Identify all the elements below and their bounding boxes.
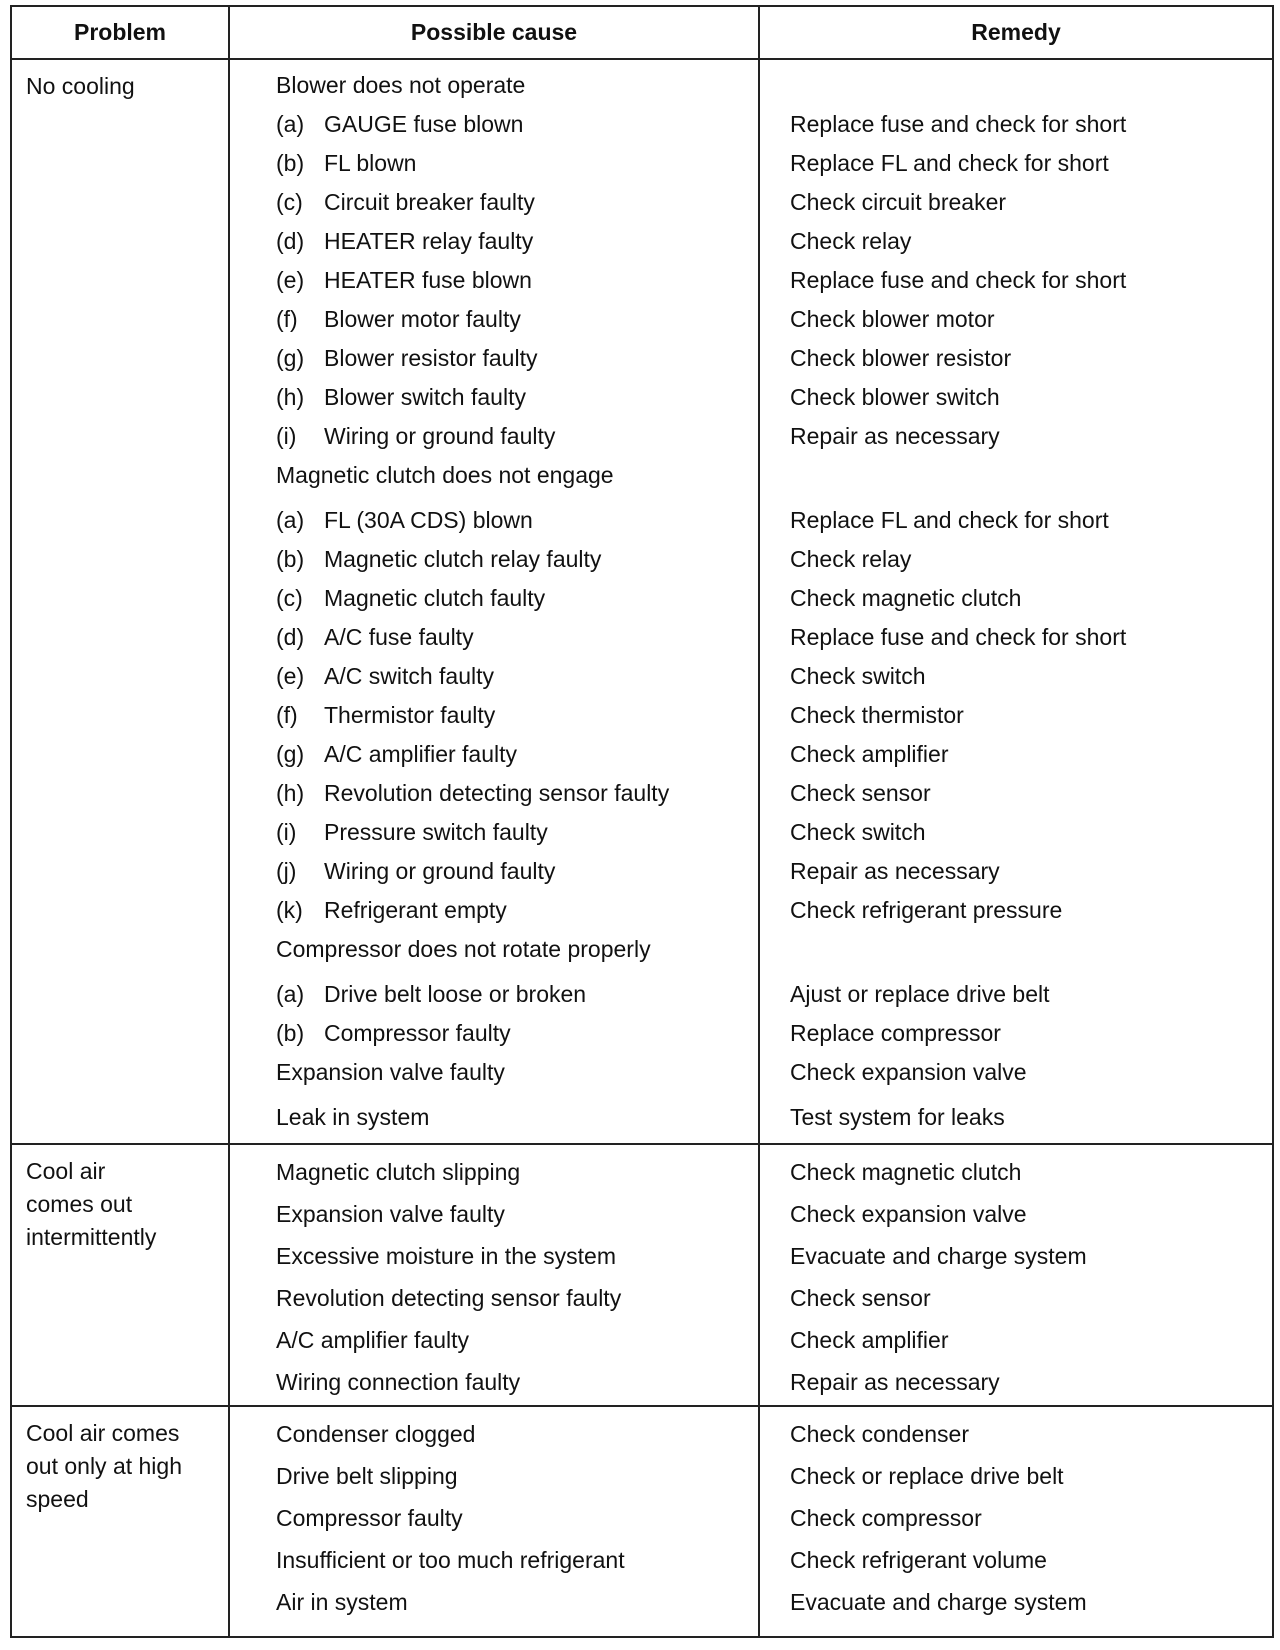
remedy-line	[760, 456, 1272, 501]
cause-text: Drive belt slipping	[276, 1463, 458, 1489]
remedy-line	[760, 66, 1272, 105]
cause-text: A/C fuse faulty	[324, 624, 474, 650]
problem-cell	[11, 1144, 229, 1406]
remedy-line	[760, 1415, 1272, 1457]
cause-line	[230, 1279, 758, 1321]
remedy-text: Check magnetic clutch	[790, 585, 1022, 611]
remedy-text: Replace FL and check for short	[790, 150, 1109, 176]
cause-index: (g)	[276, 345, 305, 371]
remedy-line	[760, 144, 1272, 183]
remedy-text: Check circuit breaker	[790, 189, 1007, 215]
cause-text: Condenser clogged	[276, 1421, 476, 1447]
remedy-line	[760, 378, 1272, 417]
cause-line	[230, 1014, 758, 1053]
cause-text: Circuit breaker faulty	[324, 189, 535, 215]
cause-text: GAUGE fuse blown	[324, 111, 524, 137]
problem-group	[11, 1406, 1273, 1637]
cause-line	[230, 618, 758, 657]
cause-line	[230, 852, 758, 891]
cause-text: Wiring or ground faulty	[324, 423, 556, 449]
cause-line	[230, 105, 758, 144]
remedy-text: Check sensor	[790, 780, 931, 806]
remedy-line	[760, 183, 1272, 222]
problem-cell	[11, 1406, 229, 1637]
cause-text: Pressure switch faulty	[324, 819, 548, 845]
cause-text: Compressor does not rotate properly	[276, 936, 651, 962]
cause-text: Expansion valve faulty	[276, 1201, 505, 1227]
cause-index: (k)	[276, 897, 303, 923]
cause-text: Blower switch faulty	[324, 384, 526, 410]
cause-text: Revolution detecting sensor faulty	[324, 780, 670, 806]
remedy-line	[760, 1053, 1272, 1098]
cause-line	[230, 1237, 758, 1279]
remedy-list	[759, 1144, 1273, 1406]
cause-index: (f)	[276, 306, 298, 332]
cause-line	[230, 1457, 758, 1499]
cause-line	[230, 261, 758, 300]
cause-line	[230, 1499, 758, 1541]
remedy-line	[760, 1457, 1272, 1499]
remedy-text: Repair as necessary	[790, 1369, 1000, 1395]
cause-index: (c)	[276, 585, 303, 611]
remedy-line	[760, 696, 1272, 735]
problem-text: Cool air comes out intermittently	[26, 1158, 157, 1250]
remedy-line	[760, 501, 1272, 540]
cause-text: Magnetic clutch faulty	[324, 585, 546, 611]
cause-text: Magnetic clutch does not engage	[276, 462, 614, 488]
remedy-line	[760, 1583, 1272, 1625]
cause-text: Magnetic clutch slipping	[276, 1159, 521, 1185]
cause-index: (b)	[276, 1020, 305, 1046]
remedy-text: Check amplifier	[790, 741, 949, 767]
problem-cell	[11, 59, 229, 1144]
cause-text: Magnetic clutch relay faulty	[324, 546, 602, 572]
cause-text: Blower does not operate	[276, 72, 526, 98]
cause-line	[230, 579, 758, 618]
remedy-line	[760, 1195, 1272, 1237]
cause-text: HEATER relay faulty	[324, 228, 534, 254]
remedy-text: Evacuate and charge system	[790, 1589, 1087, 1615]
cause-text: Leak in system	[276, 1104, 430, 1130]
remedy-text: Check relay	[790, 228, 912, 254]
cause-line	[230, 339, 758, 378]
header-remedy: Remedy	[759, 6, 1273, 59]
header-row	[11, 6, 1273, 59]
cause-index: (c)	[276, 189, 303, 215]
troubleshooting-document	[10, 5, 1272, 1645]
cause-line	[230, 417, 758, 456]
remedy-text: Check blower resistor	[790, 345, 1012, 371]
cause-line	[230, 1541, 758, 1583]
header-possible-cause: Possible cause	[229, 6, 759, 59]
cause-text: Refrigerant empty	[324, 897, 507, 923]
cause-text: FL (30A CDS) blown	[324, 507, 533, 533]
remedy-text: Check refrigerant pressure	[790, 897, 1063, 923]
remedy-line	[760, 105, 1272, 144]
remedy-text: Replace FL and check for short	[790, 507, 1109, 533]
cause-text: Blower resistor faulty	[324, 345, 538, 371]
cause-text: Compressor faulty	[324, 1020, 511, 1046]
cause-text: Thermistor faulty	[324, 702, 496, 728]
remedy-text: Test system for leaks	[790, 1104, 1005, 1130]
remedy-text: Replace fuse and check for short	[790, 624, 1127, 650]
remedy-text: Check switch	[790, 663, 926, 689]
remedy-list	[759, 1406, 1273, 1637]
cause-line	[230, 222, 758, 261]
cause-line	[230, 456, 758, 501]
remedy-line	[760, 300, 1272, 339]
cause-index: (a)	[276, 111, 305, 137]
remedy-line	[760, 1098, 1272, 1143]
remedy-line	[760, 1321, 1272, 1363]
cause-line	[230, 378, 758, 417]
cause-text: HEATER fuse blown	[324, 267, 532, 293]
cause-index: (e)	[276, 267, 305, 293]
cause-index: (g)	[276, 741, 305, 767]
remedy-text: Repair as necessary	[790, 423, 1000, 449]
cause-text: Drive belt loose or broken	[324, 981, 587, 1007]
problem-text: No cooling	[26, 73, 135, 99]
remedy-line	[760, 891, 1272, 930]
cause-text: Compressor faulty	[276, 1505, 463, 1531]
cause-index: (d)	[276, 624, 305, 650]
remedy-line	[760, 1499, 1272, 1541]
remedy-line	[760, 1014, 1272, 1053]
remedy-line	[760, 1363, 1272, 1405]
problem-group	[11, 59, 1273, 1144]
cause-line	[230, 930, 758, 975]
remedy-line	[760, 261, 1272, 300]
cause-text: Insufficient or too much refrigerant	[276, 1547, 625, 1573]
remedy-text: Check sensor	[790, 1285, 931, 1311]
cause-line	[230, 300, 758, 339]
remedy-text: Check refrigerant volume	[790, 1547, 1047, 1573]
remedy-text: Replace compressor	[790, 1020, 1001, 1046]
cause-index: (b)	[276, 546, 305, 572]
cause-index: (a)	[276, 981, 305, 1007]
header-problem: Problem	[11, 6, 229, 59]
cause-text: Air in system	[276, 1589, 408, 1615]
cause-line	[230, 657, 758, 696]
cause-line	[230, 1153, 758, 1195]
cause-index: (i)	[276, 423, 297, 449]
cause-line	[230, 1195, 758, 1237]
cause-text: Wiring connection faulty	[276, 1369, 521, 1395]
cause-line	[230, 1583, 758, 1625]
cause-line	[230, 975, 758, 1014]
cause-line	[230, 183, 758, 222]
cause-index: (b)	[276, 150, 305, 176]
problem-text: Cool air comes out only at high speed	[26, 1420, 183, 1512]
remedy-text: Check switch	[790, 819, 926, 845]
cause-index: (h)	[276, 384, 305, 410]
remedy-line	[760, 852, 1272, 891]
cause-index: (e)	[276, 663, 305, 689]
remedy-line	[760, 930, 1272, 975]
table-body	[11, 59, 1273, 1637]
cause-line	[230, 735, 758, 774]
cause-index: (a)	[276, 507, 305, 533]
cause-index: (f)	[276, 702, 298, 728]
remedy-text: Check amplifier	[790, 1327, 949, 1353]
cause-line	[230, 1098, 758, 1143]
remedy-text: Check blower switch	[790, 384, 1000, 410]
remedy-line	[760, 222, 1272, 261]
cause-line	[230, 501, 758, 540]
remedy-line	[760, 1279, 1272, 1321]
remedy-line	[760, 618, 1272, 657]
cause-line	[230, 540, 758, 579]
remedy-line	[760, 417, 1272, 456]
remedy-line	[760, 1237, 1272, 1279]
remedy-line	[760, 579, 1272, 618]
cause-line	[230, 1415, 758, 1457]
cause-line	[230, 1053, 758, 1098]
remedy-list	[759, 59, 1273, 1144]
remedy-text: Check relay	[790, 546, 912, 572]
remedy-text: Check expansion valve	[790, 1201, 1027, 1227]
problem-group	[11, 1144, 1273, 1406]
remedy-text: Check blower motor	[790, 306, 995, 332]
remedy-line	[760, 1153, 1272, 1195]
remedy-text: Replace fuse and check for short	[790, 111, 1127, 137]
cause-line	[230, 774, 758, 813]
remedy-line	[760, 774, 1272, 813]
remedy-text: Evacuate and charge system	[790, 1243, 1087, 1269]
remedy-text: Check magnetic clutch	[790, 1159, 1022, 1185]
remedy-text: Repair as necessary	[790, 858, 1000, 884]
cause-line	[230, 1363, 758, 1405]
remedy-text: Replace fuse and check for short	[790, 267, 1127, 293]
cause-text: Excessive moisture in the system	[276, 1243, 617, 1269]
cause-line	[230, 891, 758, 930]
remedy-line	[760, 1541, 1272, 1583]
cause-text: Revolution detecting sensor faulty	[276, 1285, 622, 1311]
remedy-line	[760, 975, 1272, 1014]
remedy-line	[760, 735, 1272, 774]
cause-index: (d)	[276, 228, 305, 254]
cause-line	[230, 813, 758, 852]
cause-line	[230, 696, 758, 735]
cause-text: FL blown	[324, 150, 417, 176]
remedy-line	[760, 657, 1272, 696]
remedy-text: Check or replace drive belt	[790, 1463, 1064, 1489]
cause-index: (h)	[276, 780, 305, 806]
cause-line	[230, 144, 758, 183]
cause-text: Blower motor faulty	[324, 306, 521, 332]
cause-text: Wiring or ground faulty	[324, 858, 556, 884]
remedy-text: Check thermistor	[790, 702, 964, 728]
remedy-line	[760, 813, 1272, 852]
remedy-text: Ajust or replace drive belt	[790, 981, 1050, 1007]
cause-index: (i)	[276, 819, 297, 845]
remedy-text: Check condenser	[790, 1421, 969, 1447]
remedy-text: Check compressor	[790, 1505, 982, 1531]
troubleshooting-table	[10, 5, 1274, 1638]
cause-list	[229, 59, 759, 1144]
cause-text: A/C switch faulty	[324, 663, 494, 689]
cause-list	[229, 1406, 759, 1637]
cause-index: (j)	[276, 858, 297, 884]
cause-list	[229, 1144, 759, 1406]
cause-line	[230, 1321, 758, 1363]
cause-text: A/C amplifier faulty	[276, 1327, 470, 1353]
remedy-text: Check expansion valve	[790, 1059, 1027, 1085]
cause-text: A/C amplifier faulty	[324, 741, 518, 767]
cause-text: Expansion valve faulty	[276, 1059, 505, 1085]
remedy-line	[760, 540, 1272, 579]
cause-line	[230, 66, 758, 105]
remedy-line	[760, 339, 1272, 378]
